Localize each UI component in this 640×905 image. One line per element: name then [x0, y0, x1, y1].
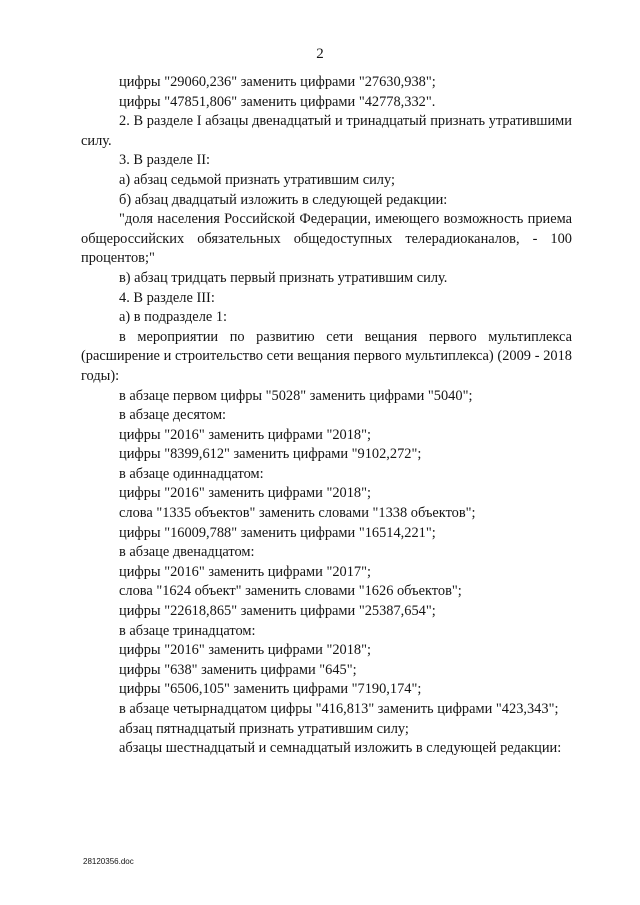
paragraph: цифры "638" заменить цифрами "645"; — [119, 661, 357, 678]
paragraph: цифры "47851,806" заменить цифрами "42778,332". — [119, 93, 436, 110]
paragraph: а) абзац седьмой признать утратившим силу; — [119, 171, 395, 188]
paragraph: цифры "2016" заменить цифрами "2018"; — [119, 426, 371, 443]
paragraph: абзац пятнадцатый признать утратившим силу; — [119, 720, 409, 737]
paragraph: в абзаце десятом: — [119, 407, 227, 424]
paragraph: "доля населения Российской Федерации, имеющего возможность приема общероссийских обязательных общедоступных телерадиоканалов, - 100 процентов;" — [81, 211, 572, 267]
paragraph: в мероприятии по развитию сети вещания первого мультиплекса (расширение и строительство сети вещания первого мультиплекса) (2009 - 2018 годы): — [81, 328, 572, 384]
paragraph: цифры "22618,865" заменить цифрами "25387,654"; — [119, 603, 436, 620]
paragraph: слова "1624 объект" заменить словами "1626 объектов"; — [119, 583, 462, 600]
paragraph: слова "1335 объектов" заменить словами "1338 объектов"; — [119, 505, 476, 522]
paragraph: цифры "29060,236" заменить цифрами "27630,938"; — [119, 74, 436, 90]
paragraph: в) абзац тридцать первый признать утратившим силу. — [119, 269, 448, 286]
paragraph: 3. В разделе II: — [119, 152, 211, 169]
file-name-footer: 28120356.doc — [83, 857, 134, 866]
paragraph: цифры "16009,788" заменить цифрами "16514,221"; — [119, 524, 436, 541]
paragraph: в абзаце первом цифры "5028" заменить цифрами "5040"; — [119, 387, 473, 404]
paragraph: 2. В разделе I абзацы двенадцатый и тринадцатый признать утратившими силу. — [81, 113, 572, 149]
page-number: 2 — [316, 46, 324, 62]
paragraph: цифры "2016" заменить цифрами "2018"; — [119, 485, 371, 502]
paragraph: цифры "8399,612" заменить цифрами "9102,272"; — [119, 446, 422, 463]
paragraph: в абзаце тринадцатом: — [119, 622, 256, 639]
paragraph: в абзаце четырнадцатом цифры "416,813" заменить цифрами "423,343"; — [119, 701, 559, 717]
paragraph: а) в подразделе 1: — [119, 309, 228, 326]
paragraph: в абзаце двенадцатом: — [119, 544, 255, 561]
paragraph: 4. В разделе III: — [119, 289, 215, 306]
document-body — [81, 73, 572, 759]
paragraph: б) абзац двадцатый изложить в следующей редакции: — [119, 191, 448, 208]
paragraph: цифры "6506,105" заменить цифрами "7190,174"; — [119, 681, 422, 698]
paragraph: цифры "2016" заменить цифрами "2018"; — [119, 642, 371, 659]
paragraph: абзацы шестнадцатый и семнадцатый изложить в следующей редакции: — [119, 740, 562, 757]
paragraph: цифры "2016" заменить цифрами "2017"; — [119, 563, 371, 580]
paragraph: в абзаце одиннадцатом: — [119, 465, 264, 482]
